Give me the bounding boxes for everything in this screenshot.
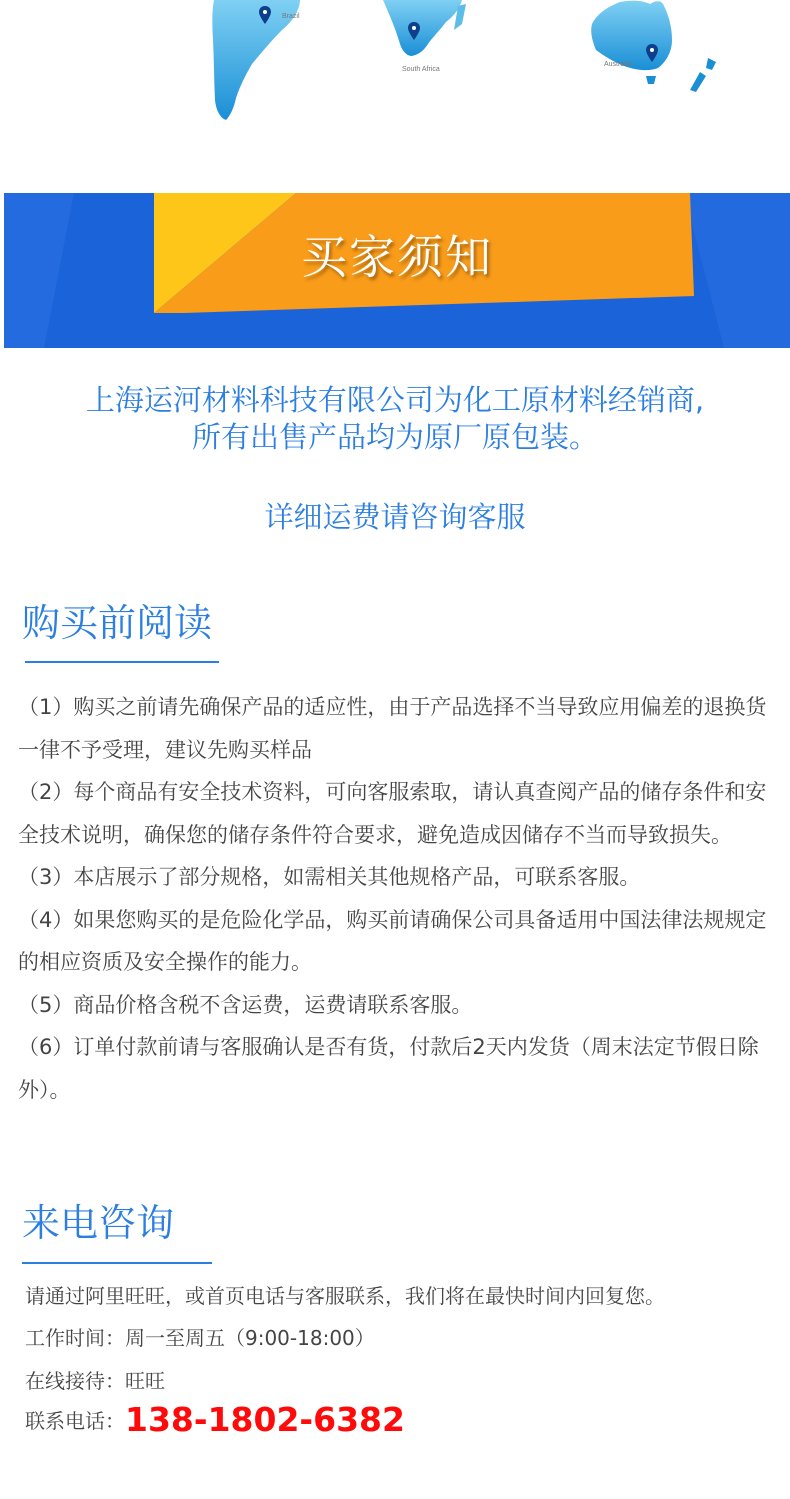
africa-shape — [383, 0, 462, 56]
intro-packaging-line: 所有出售产品均为原厂原包装。 — [191, 420, 598, 454]
world-map-graphic — [0, 0, 790, 150]
list-item: （4）如果您购买的是危险化学品，购买前请确保公司具备适用中国法律法规规定的相应资质及安全操作的能力。 — [18, 907, 767, 974]
map-label-south-africa: South Africa — [402, 66, 440, 73]
map-label-brazil: Brazil — [282, 13, 300, 20]
notes-section-divider — [25, 661, 219, 663]
phone-label: 联系电话： — [25, 1409, 125, 1433]
list-item: （5）商品价格含税不含运费，运费请联系客服。 — [18, 992, 473, 1017]
phone-row — [25, 1400, 405, 1439]
intro-shipping-line: 详细运费请咨询客服 — [264, 500, 526, 534]
online-service-value: 旺旺 — [125, 1369, 165, 1393]
banner-title: 买家须知 — [301, 230, 493, 284]
list-item: （3）本店展示了部分规格，如需相关其他规格产品，可联系客服。 — [18, 865, 641, 889]
online-service-label: 在线接待： — [25, 1369, 125, 1393]
contact-section-title: 来电咨询 — [22, 1201, 175, 1245]
intro-company-line: 上海运河材料科技有限公司为化工原材料经销商, — [85, 383, 705, 417]
map-label-australia: Australia — [604, 61, 632, 68]
business-hours-label: 工作时间： — [25, 1326, 125, 1350]
list-item: （6）订单付款前请与客服确认是否有货，付款后2天内发货（周末法定节假日除外）。 — [18, 1035, 759, 1102]
phone-number[interactable]: 138-1802-6382 — [125, 1400, 405, 1439]
contact-intro: 请通过阿里旺旺，或首页电话与客服联系，我们将在最快时间内回复您。 — [25, 1284, 665, 1308]
contact-section-divider — [22, 1262, 212, 1264]
buyer-notice-banner — [4, 193, 790, 348]
notes-section-title: 购买前阅读 — [22, 601, 213, 645]
new-zealand-shape — [690, 58, 716, 92]
tasmania-shape — [646, 76, 656, 84]
online-service-row — [25, 1365, 165, 1394]
australia-shape — [591, 1, 672, 70]
world-map-image — [0, 0, 790, 150]
notes-list — [18, 686, 778, 1111]
list-item: （1）购买之前请先确保产品的适应性，由于产品选择不当导致应用偏差的退换货一律不予受理，建议先购买样品 — [18, 695, 767, 762]
business-hours-value: 周一至周五（9:00-18:00） — [125, 1326, 375, 1350]
business-hours-row — [25, 1322, 375, 1351]
list-item: （2）每个商品有安全技术资料，可向客服索取，请认真查阅产品的储存条件和安全技术说明，确保您的储存条件符合要求，避免造成因储存不当而导致损失。 — [18, 780, 767, 847]
